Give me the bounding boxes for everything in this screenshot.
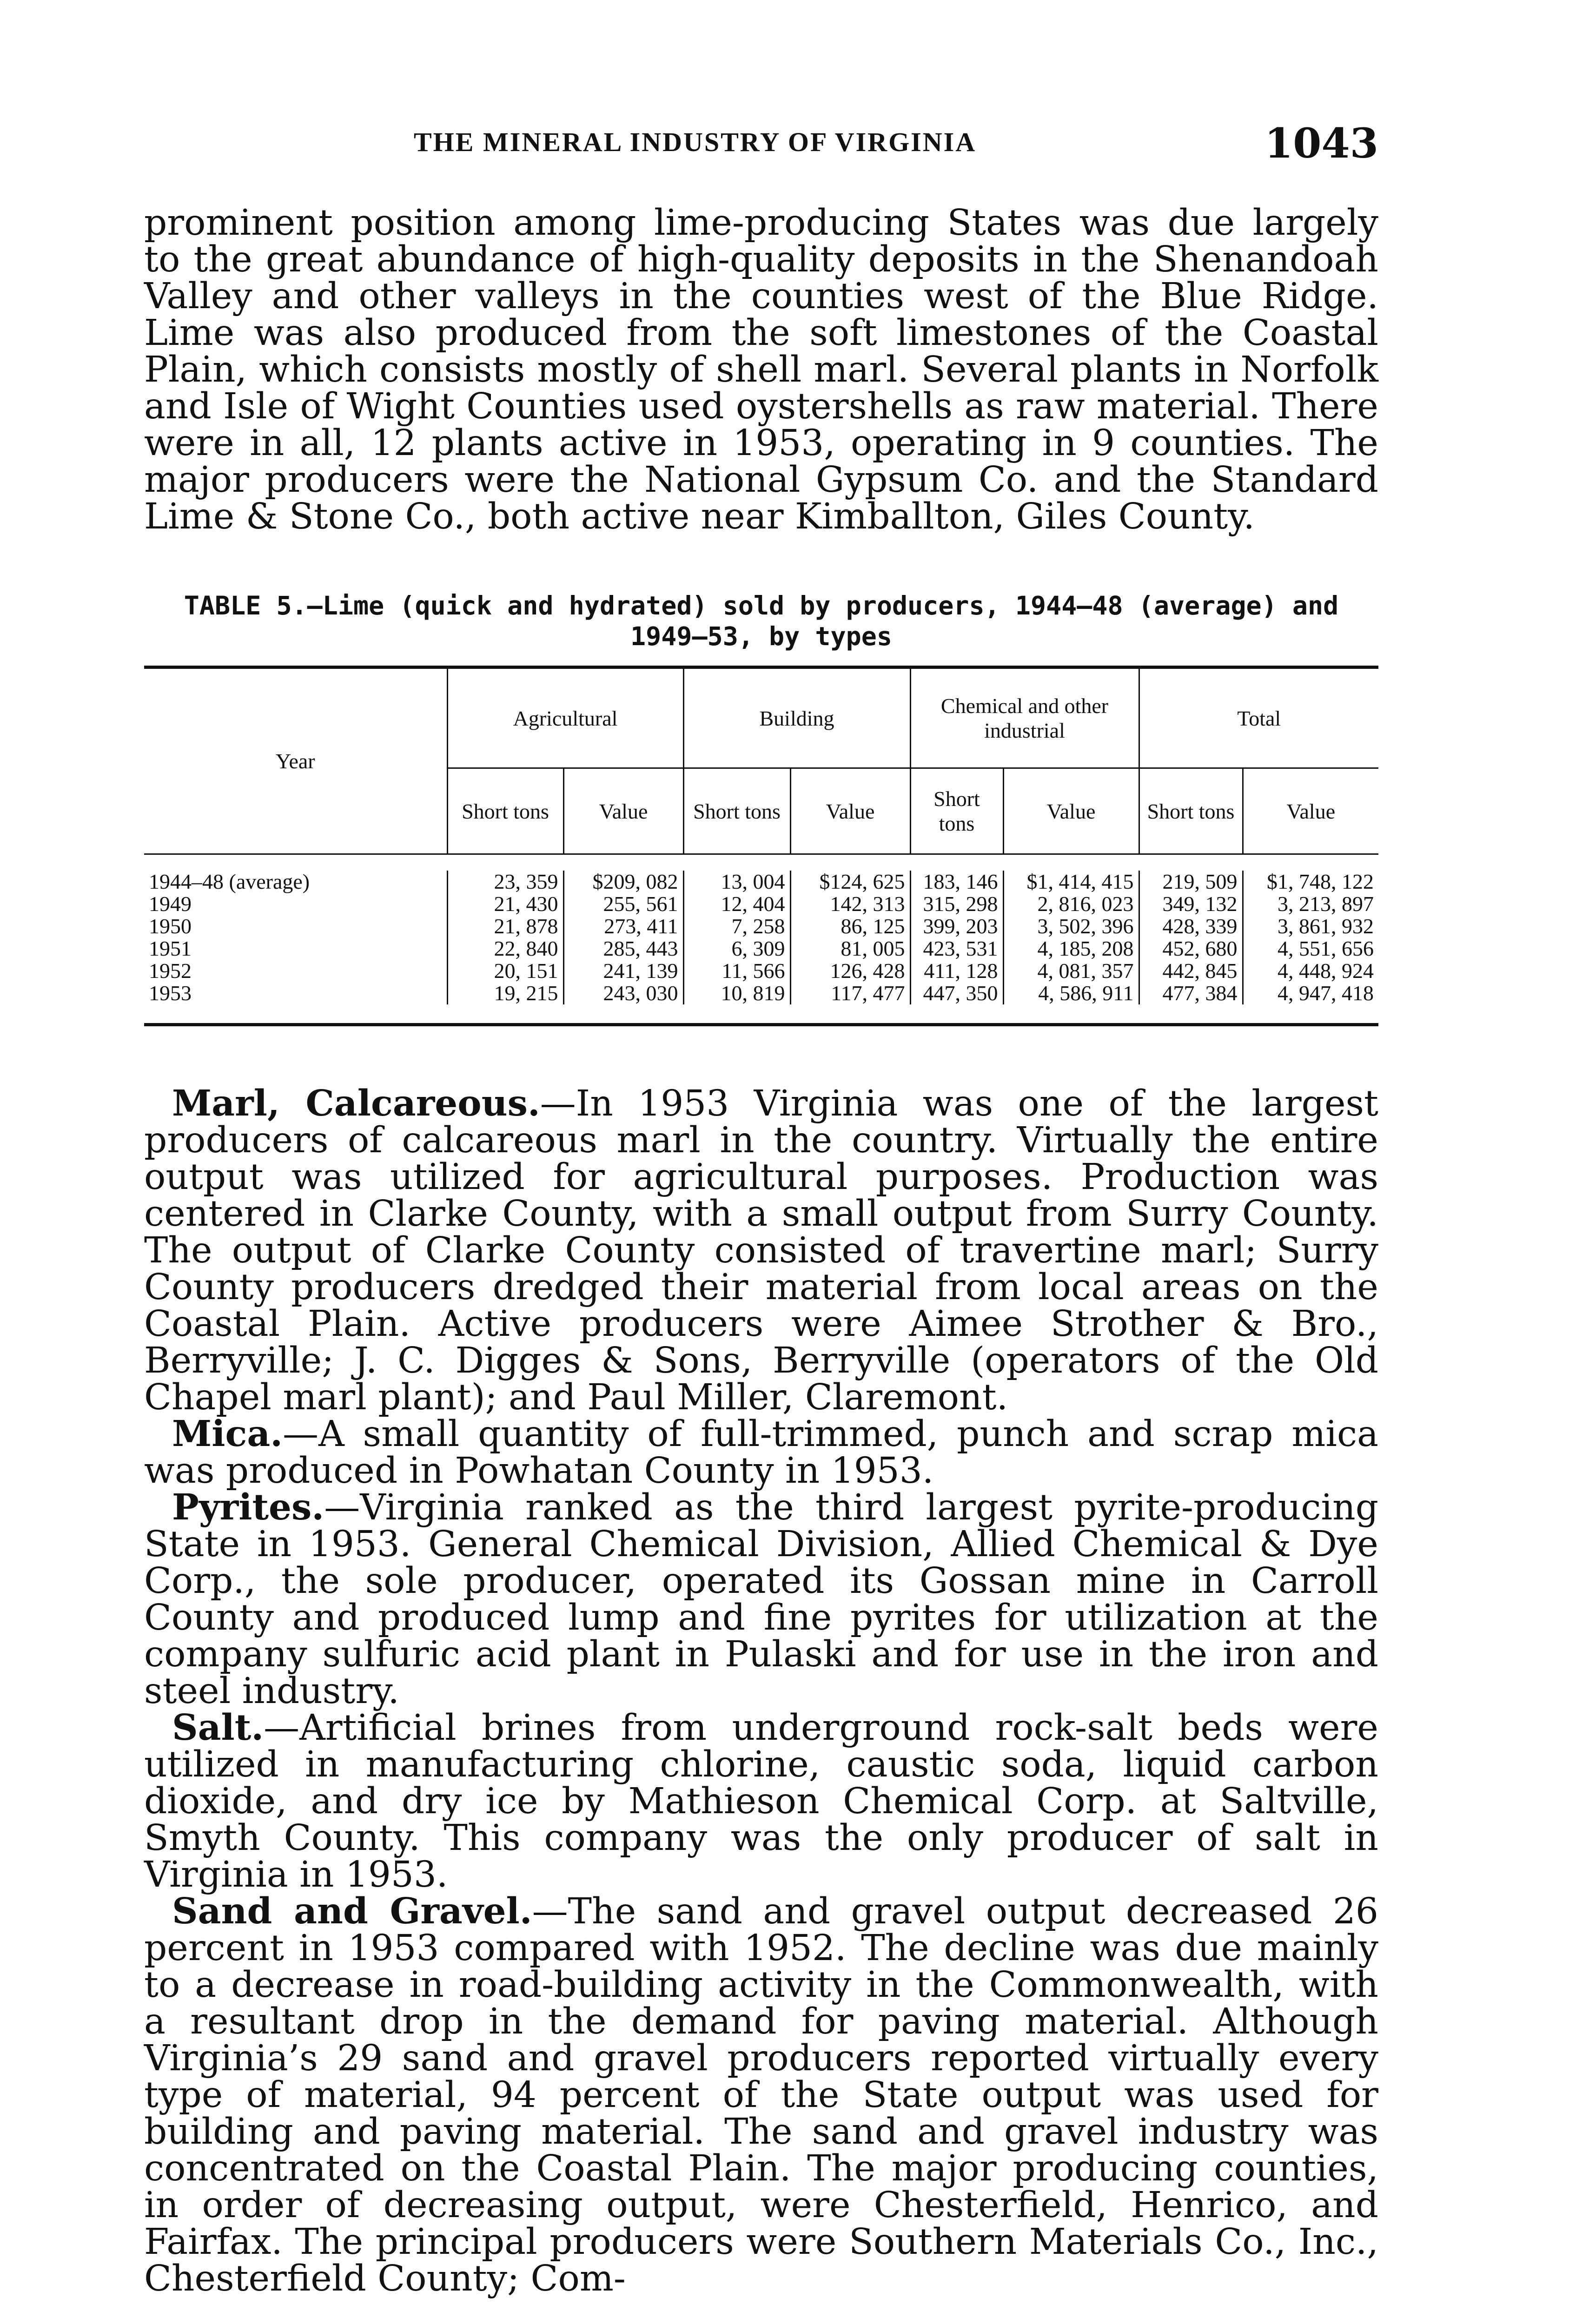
table-cell: 3, 861, 932 <box>1243 915 1378 938</box>
row-year: 1950 <box>149 914 192 938</box>
table-cell: 219, 509 <box>1139 871 1243 893</box>
table-cell: 3, 502, 396 <box>1003 915 1139 938</box>
table-cell: 452, 680 <box>1139 938 1243 960</box>
running-header <box>144 119 1378 173</box>
table-cell: 12, 404 <box>683 893 790 915</box>
table-row <box>144 871 1378 893</box>
table-cell: 21, 878 <box>447 915 563 938</box>
subheader-value: Value <box>1003 768 1139 854</box>
section-marl <box>144 1085 1378 1416</box>
table-cell: 243, 030 <box>563 982 683 1004</box>
row-year: 1952 <box>149 959 192 983</box>
lime-table <box>144 666 1378 1026</box>
table-caption-text: —Lime (quick and hydrated) sold by producers, 1944–48 (average) and 1949–53, by types <box>307 591 1339 651</box>
table-cell: 477, 384 <box>1139 982 1243 1004</box>
table-cell: 315, 298 <box>910 893 1003 915</box>
table-row <box>144 893 1378 915</box>
table-cell: 4, 081, 357 <box>1003 960 1139 982</box>
section-text: —In 1953 Virginia was one of the largest producers of calcareous marl in the country. Virtually the entire output was utilized for agricultural purposes. Production was centered in Clarke County, with a small output from Surry County. The output of Clarke County consisted of travertine marl; Surry County producers dredged their material from local areas on the Coastal Plain. Active producers were Aimee Strother & Bro., Berryville; J. C. Digges & Sons, Berryville (operators of the Old Chapel marl plant); and Paul Miller, Claremont. <box>144 1083 1378 1418</box>
lime-sales-table <box>144 666 1378 1026</box>
table-cell: 399, 203 <box>910 915 1003 938</box>
section-sand-gravel <box>144 1890 1378 2299</box>
subheader-short-tons: Short tons <box>910 768 1003 854</box>
table-row <box>144 938 1378 960</box>
table-cell: 4, 551, 656 <box>1243 938 1378 960</box>
group-header-building: Building <box>683 667 910 768</box>
table-cell: 6, 309 <box>683 938 790 960</box>
section-heading: Marl, Calcareous. <box>172 1083 540 1124</box>
section-text: —Artificial brines from underground rock-salt beds were utilized in manufacturing chlorine, caustic soda, liquid carbon dioxide, and dry ice by Mathieson Chemical Corp. at Saltville, Smyth County. This company was the only producer of salt in Virginia in 1953. <box>144 1707 1378 1895</box>
table-cell: 22, 840 <box>447 938 563 960</box>
table-cell: 86, 125 <box>790 915 910 938</box>
table-cell: 4, 448, 924 <box>1243 960 1378 982</box>
table-cell: 411, 128 <box>910 960 1003 982</box>
table-cell: 3, 213, 897 <box>1243 893 1378 915</box>
table-cell: 23, 359 <box>447 871 563 893</box>
table-cell: 7, 258 <box>683 915 790 938</box>
section-text: —A small quantity of full-trimmed, punch and scrap mica was produced in Powhatan County in 1953. <box>144 1413 1378 1492</box>
group-header-total: Total <box>1139 667 1378 768</box>
table-cell: 13, 004 <box>683 871 790 893</box>
table-cell: 447, 350 <box>910 982 1003 1004</box>
running-title: THE MINERAL INDUSTRY OF VIRGINIA <box>414 127 977 157</box>
group-header-chemical: Chemical and other industrial <box>910 667 1139 768</box>
table-cell: 428, 339 <box>1139 915 1243 938</box>
row-year: 1953 <box>149 981 192 1005</box>
subheader-value: Value <box>790 768 910 854</box>
table-cell: 142, 313 <box>790 893 910 915</box>
section-salt <box>144 1707 1378 1895</box>
table-cell: 11, 566 <box>683 960 790 982</box>
table-caption <box>144 590 1378 652</box>
table-cell: 81, 005 <box>790 938 910 960</box>
subheader-short-tons: Short tons <box>1139 768 1243 854</box>
subheader-value: Value <box>1243 768 1378 854</box>
intro-paragraph: prominent position among lime-producing States was due largely to the great abundance of high-quality deposits in the Shenandoah Valley and other valleys in the counties west of the Blue Ridge. Lime was also produced from the soft limestones of the Coastal Plain, which consists mostly of shell marl. Several plants in Norfolk and Isle of Wight Counties used oystershells as raw material. There were in all, 12 plants active in 1953, operating in 9 counties. The major producers were the National Gypsum Co. and the Standard Lime & Stone Co., both active near Kimballton, Giles County. <box>144 202 1378 537</box>
table-cell: 117, 477 <box>790 982 910 1004</box>
table-cell: 423, 531 <box>910 938 1003 960</box>
section-heading: Sand and Gravel. <box>172 1890 532 1932</box>
table-cell: 126, 428 <box>790 960 910 982</box>
section-mica <box>144 1413 1378 1492</box>
group-header-agricultural: Agricultural <box>447 667 683 768</box>
table-row <box>144 915 1378 938</box>
section-heading: Salt. <box>172 1707 264 1749</box>
table-cell: 273, 411 <box>563 915 683 938</box>
table-cell: 4, 586, 911 <box>1003 982 1139 1004</box>
table-cell: 19, 215 <box>447 982 563 1004</box>
subheader-value: Value <box>563 768 683 854</box>
subheader-short-tons: Short tons <box>683 768 790 854</box>
section-text: —The sand and gravel output decreased 26 percent in 1953 compared with 1952. The decline was due mainly to a decrease in road-building activity in the Commonwealth, with a resultant drop in the demand for paving material. Although Virginia’s 29 sand and gravel producers reported virtually every type of material, 94 percent of the State output was used for building and paving material. The sand and gravel industry was concentrated on the Coastal Plain. The major producing counties, in order of decreasing output, were Chesterfield, Henrico, and Fairfax. The principal producers were Southern Materials Co., Inc., Chesterfield County; Com- <box>144 1891 1378 2299</box>
table-cell: $1, 748, 122 <box>1243 871 1378 893</box>
table-cell: $124, 625 <box>790 871 910 893</box>
table-cell: $209, 082 <box>563 871 683 893</box>
table-cell: 20, 151 <box>447 960 563 982</box>
table-cell: 442, 845 <box>1139 960 1243 982</box>
table-cell: 241, 139 <box>563 960 683 982</box>
row-year: 1944–48 (average) <box>149 870 310 893</box>
table-cell: 285, 443 <box>563 938 683 960</box>
year-header: Year <box>275 749 315 773</box>
table-cell: 349, 132 <box>1139 893 1243 915</box>
year-header-cell <box>144 667 447 854</box>
table-cell: 4, 947, 418 <box>1243 982 1378 1004</box>
table-cell: 21, 430 <box>447 893 563 915</box>
table-cell: 10, 819 <box>683 982 790 1004</box>
table-cell: 183, 146 <box>910 871 1003 893</box>
body-sections <box>144 1085 1378 2297</box>
section-heading: Mica. <box>172 1413 283 1455</box>
table-cell: $1, 414, 415 <box>1003 871 1139 893</box>
table-row <box>144 960 1378 982</box>
section-heading: Pyrites. <box>172 1486 324 1528</box>
row-year: 1951 <box>149 937 192 960</box>
subheader-short-tons: Short tons <box>447 768 563 854</box>
table-caption-label: TABLE 5. <box>184 591 307 621</box>
page-number: 1043 <box>1264 119 1378 167</box>
table-cell: 4, 185, 208 <box>1003 938 1139 960</box>
row-year: 1949 <box>149 892 192 916</box>
table-cell: 2, 816, 023 <box>1003 893 1139 915</box>
section-text: —Virginia ranked as the third largest pyrite-producing State in 1953. General Chemical Division, Allied Chemical & Dye Corp., the sole producer, operated its Gossan mine in Carroll County and produced lump and fine pyrites for utilization at the company sulfuric acid plant in Pulaski and for use in the iron and steel industry. <box>144 1487 1378 1712</box>
section-pyrites <box>144 1486 1378 1712</box>
table-cell: 255, 561 <box>563 893 683 915</box>
table-row <box>144 982 1378 1004</box>
